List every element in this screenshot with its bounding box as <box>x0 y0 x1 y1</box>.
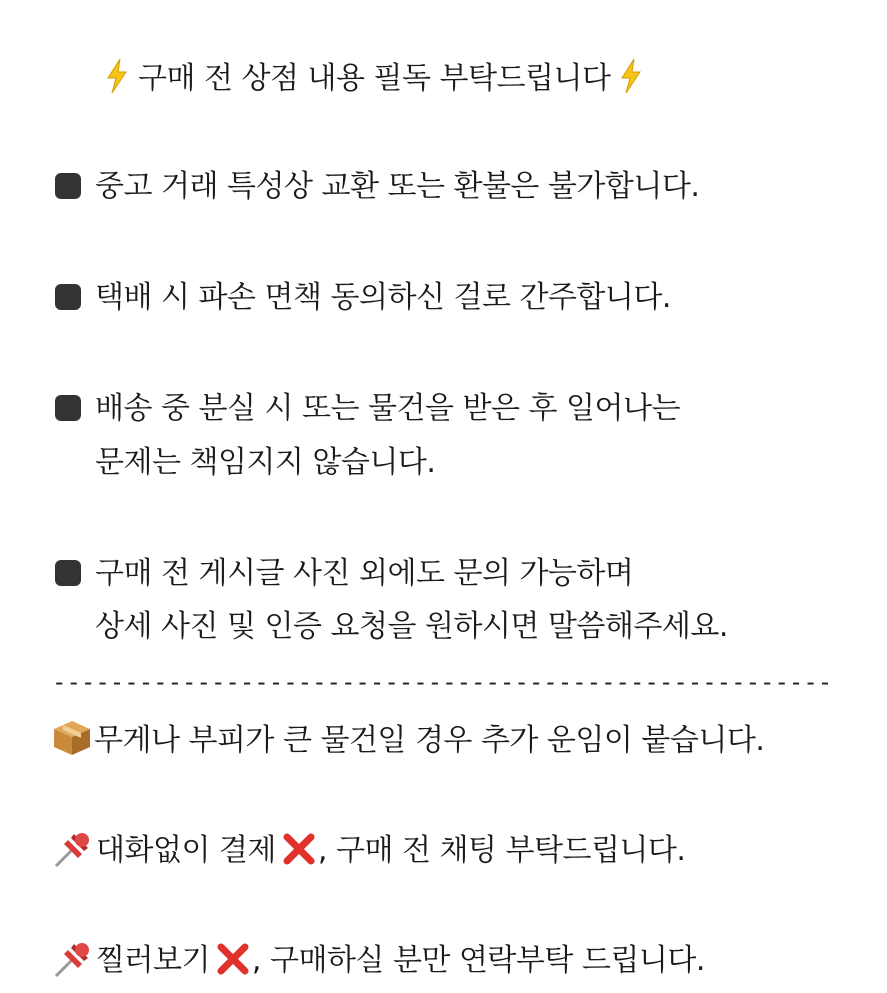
rule-text: 배송 중 분실 시 또는 물건을 받은 후 일어나는 <box>95 391 680 426</box>
rule-text: 택배 시 파손 면책 동의하신 걸로 간주합니다. <box>95 280 671 315</box>
shipping-note <box>52 719 764 768</box>
notice-header <box>105 58 643 105</box>
rule-continuation: 상세 사진 및 인증 요청을 원하시면 말씀해주세요. <box>95 609 728 644</box>
pushpin-icon <box>52 938 94 989</box>
chat-note <box>52 828 685 879</box>
chat-note-text: 대화없이 결제 <box>96 833 276 868</box>
lightning-bolt-icon <box>105 58 129 105</box>
rule-text: 중고 거래 특성상 교환 또는 환불은 불가합니다. <box>95 169 700 204</box>
cross-mark-icon <box>282 832 316 877</box>
rule-item <box>55 278 671 318</box>
cross-mark-icon <box>216 942 250 987</box>
poke-note-text: 찔러보기 <box>96 943 210 978</box>
package-icon <box>52 719 92 768</box>
poke-note-text-after: , 구매하실 분만 연락부탁 드립니다. <box>251 943 705 978</box>
rule-continuation: 문제는 책임지지 않습니다. <box>95 445 436 480</box>
rule-item <box>55 389 680 429</box>
dashed-divider: ------------------------------------------------------ <box>52 668 833 696</box>
bullet-square-icon <box>55 395 81 421</box>
bullet-square-icon <box>55 173 81 199</box>
notice-header-text: 구매 전 상점 내용 필독 부탁드립니다 <box>138 61 611 96</box>
bullet-square-icon <box>55 560 81 586</box>
rule-item <box>55 167 699 207</box>
rule-item <box>55 554 633 594</box>
bullet-square-icon <box>55 284 81 310</box>
pushpin-icon <box>52 828 94 879</box>
lightning-bolt-icon <box>619 58 643 105</box>
shipping-note-text: 무게나 부피가 큰 물건일 경우 추가 운임이 붙습니다. <box>94 723 765 758</box>
rule-text: 구매 전 게시글 사진 외에도 문의 가능하며 <box>95 556 634 591</box>
chat-note-text-after: , 구매 전 채팅 부탁드립니다. <box>317 833 686 868</box>
poke-note <box>52 938 705 989</box>
